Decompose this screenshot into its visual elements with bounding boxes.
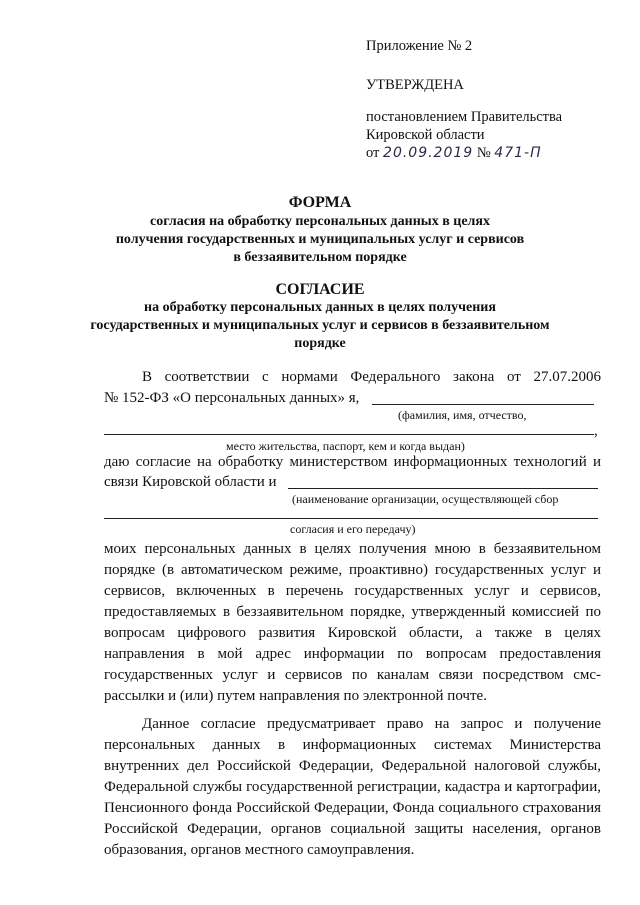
caption-fio: (фамилия, имя, отчество, [398, 408, 527, 422]
approved-label: УТВЕРЖДЕНА [366, 77, 464, 93]
form-title-line-1: согласия на обработку персональных данных в целях [150, 214, 490, 229]
p2-line-2: связи Кировской области и [104, 474, 277, 490]
p2-line-1: даю согласие на обработку министерством информационных технологий и [104, 454, 601, 470]
p3-line: моих персональных данных в целях получения мною в беззаявительном [104, 541, 601, 557]
form-title: ФОРМА [288, 194, 352, 211]
consent-title-line-2: государственных и муниципальных услуг и сервисов в беззаявительном [90, 318, 550, 333]
date-prefix: от [366, 145, 380, 161]
p3-line: порядке (в автоматическом режиме, проактивно) государственных услуг и [104, 562, 601, 578]
p4-line: образования, органов местного самоуправления. [104, 842, 415, 858]
address-fill-line [104, 434, 594, 435]
line-end-comma: , [594, 423, 598, 439]
caption-address: место жительства, паспорт, кем и когда выдан) [226, 439, 465, 453]
p3-line: государственных услуг и сервисов по каналам связи посредством смс- [104, 667, 601, 683]
handwritten-number: 471-П [494, 145, 542, 161]
p4-line: Пенсионного фонда Российской Федерации, Фонда социального страхования [104, 800, 601, 816]
approval-line-1: постановлением Правительства [366, 109, 563, 125]
p3-line: вопросам цифрового развития Кировской области, а также в целях [104, 625, 601, 641]
p3-line: сервисов, включенных в перечень государственных услуг и сервисов, [104, 583, 601, 599]
number-prefix: № [476, 145, 491, 161]
form-title-line-3: в беззаявительном порядке [233, 250, 407, 265]
p4-line: внутренних дел Российской Федерации, Федеральной налоговой службы, [104, 758, 601, 774]
consent-title: СОГЛАСИЕ [275, 281, 365, 298]
form-title-line-2: получения государственных и муниципальных услуг и сервисов [115, 232, 525, 247]
approval-line-2: Кировской области [366, 127, 485, 143]
p4-line: Российской Федерации, органов социальной защиты населения, органов [104, 821, 601, 837]
p4-line: Данное согласие предусматривает право на запрос и получение [142, 716, 601, 732]
approval-date-line [366, 145, 542, 162]
p1-line-2: № 152-ФЗ «О персональных данных» я, [104, 390, 360, 406]
org-fill-line [288, 488, 598, 489]
p3-line: рассылки и (или) путем направления по электронной почте. [104, 688, 487, 704]
handwritten-date: 20.09.2019 [383, 145, 474, 161]
consent-title-line-1: на обработку персональных данных в целях получения [144, 300, 496, 315]
p3-line: направления в мой адрес информации по вопросам предоставления [104, 646, 601, 662]
p1-line-1: В соответствии с нормами Федерального закона от 27.07.2006 [142, 369, 601, 385]
caption-org-2: согласия и его передачу) [290, 522, 416, 536]
caption-org: (наименование организации, осуществляющей сбор [292, 492, 559, 506]
consent-title-line-3: порядке [294, 336, 346, 351]
org-fill-line-2 [104, 518, 598, 519]
p4-line: персональных данных в информационных системах Министерства [104, 737, 601, 753]
fio-fill-line [372, 404, 594, 405]
p4-line: Федеральной службы государственной регистрации, кадастра и картографии, [104, 779, 601, 795]
appendix-label: Приложение № 2 [366, 38, 473, 54]
p3-line: предоставляемых в беззаявительном порядке, утвержденный комиссией по [104, 604, 601, 620]
